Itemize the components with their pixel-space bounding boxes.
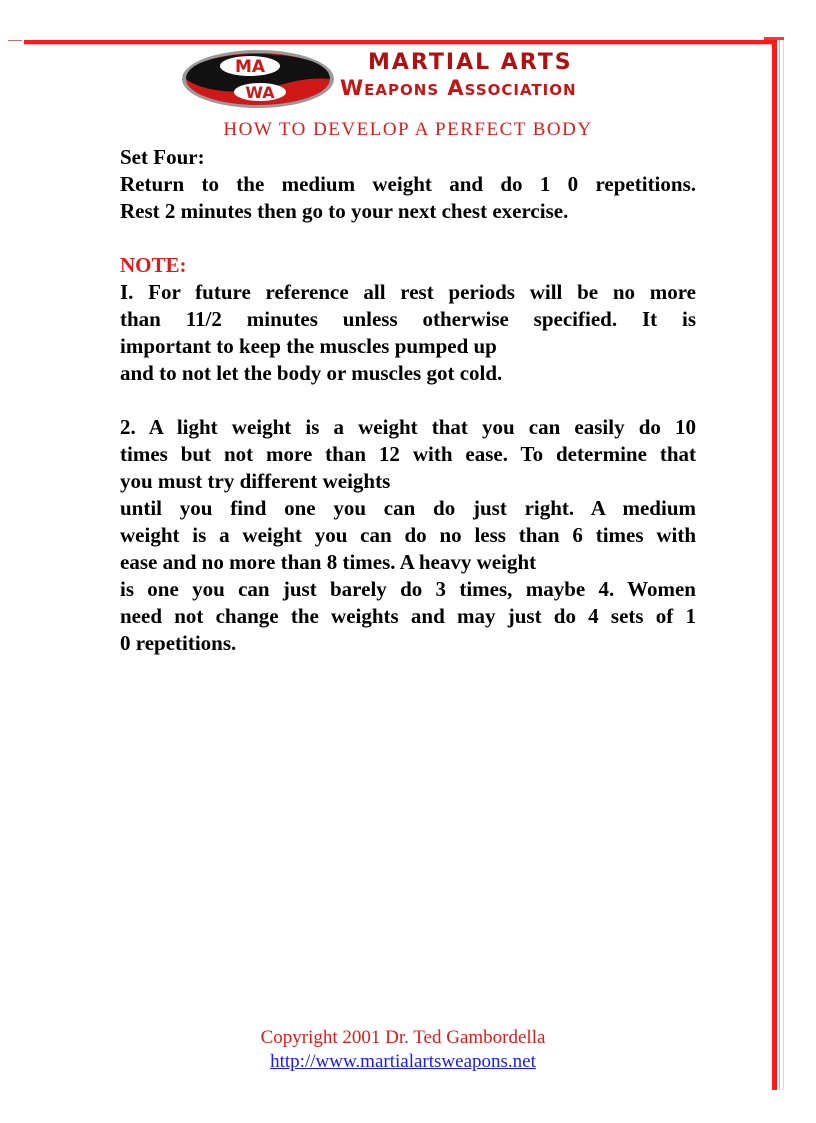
document-title: HOW TO DEVELOP A PERFECT BODY: [223, 119, 593, 140]
note2-line: ease and no more than 8 times. A heavy weight: [120, 550, 537, 574]
note2-line: until you find one you can do just right. A medium: [120, 496, 696, 520]
note2-line: you must try different weights: [120, 469, 391, 493]
note1-line: than 11/2 minutes unless otherwise specified. It is: [120, 307, 696, 331]
website-link[interactable]: http://www.martialartsweapons.net: [270, 1051, 536, 1072]
note2-line: weight is a weight you can do no less than 6 times with: [120, 523, 696, 547]
logo-emblem-icon: [180, 48, 340, 110]
set-line-1: Return to the medium weight and do 1 0 repetitions.: [120, 172, 696, 196]
note1-line: and to not let the body or muscles got cold.: [120, 361, 503, 385]
note2-line: 2. A light weight is a weight that you can easily do 10: [120, 415, 696, 439]
frame-rule-short: [8, 40, 22, 41]
set-heading: Set Four:: [120, 145, 205, 169]
note2-line: is one you can just barely do 3 times, maybe 4. Women: [120, 577, 696, 601]
document-body: [120, 144, 696, 657]
logo-mark-bottom: WA: [245, 83, 275, 102]
note2-line: need not change the weights and may just do 4 sets of 1: [120, 604, 696, 628]
note1-line: I. For future reference all rest periods will be no more: [120, 280, 696, 304]
logo-text-line1: MARTIAL ARTS: [368, 50, 573, 75]
logo-mark-top: MA: [234, 57, 266, 77]
footer: [0, 1026, 806, 1074]
frame-right-hairline-outer: [783, 40, 784, 1090]
frame-right-hairline: [779, 40, 780, 1090]
association-logo: [180, 48, 640, 110]
note2-line: times but not more than 12 with ease. To determine that: [120, 442, 696, 466]
note1-line: important to keep the muscles pumped up: [120, 334, 497, 358]
set-line-2: Rest 2 minutes then go to your next chest exercise.: [120, 199, 569, 223]
note2-line: 0 repetitions.: [120, 631, 237, 655]
copyright-text: Copyright 2001 Dr. Ted Gambordella: [260, 1027, 546, 1048]
logo-text-line2: Weapons Association: [340, 76, 577, 100]
frame-right-rule: [772, 40, 777, 1090]
note-heading: NOTE:: [120, 253, 187, 277]
frame-top-rule: [24, 40, 776, 45]
